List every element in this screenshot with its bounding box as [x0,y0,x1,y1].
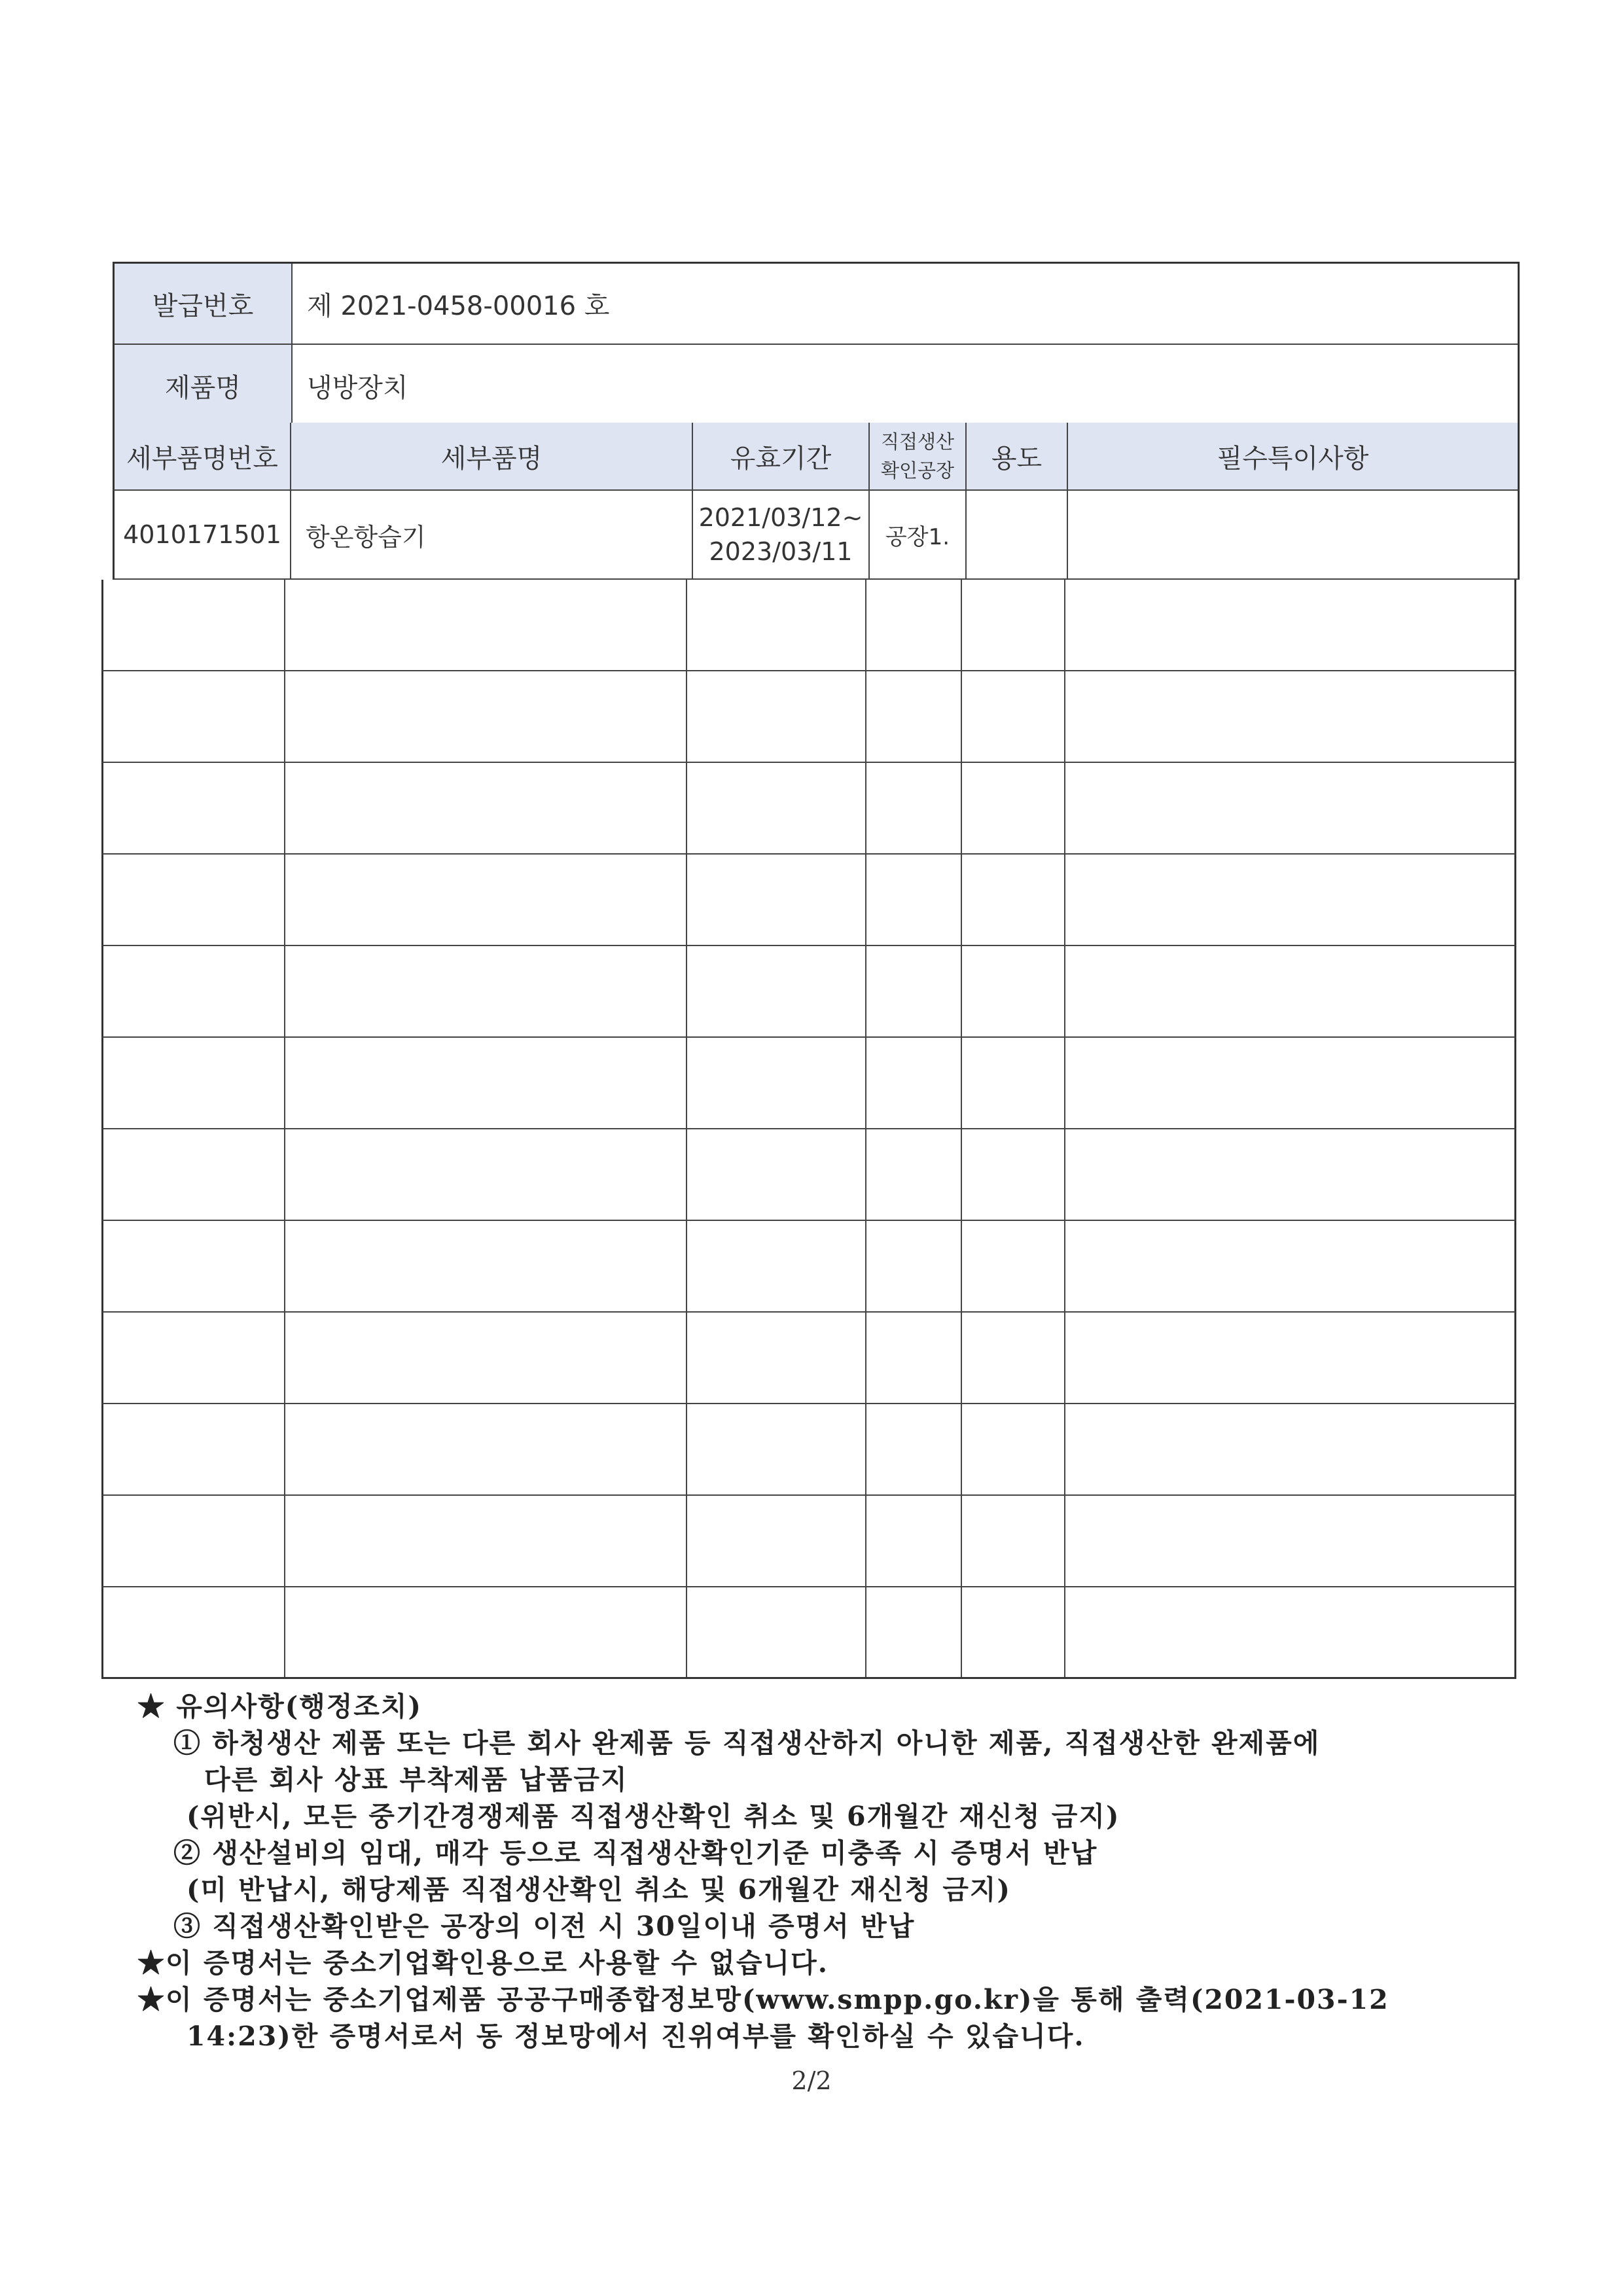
cell-detail-name: 항온항습기 [291,491,693,578]
notice-print-source-line-1: ★이 증명서는 중소기업제품 공공구매종합정보망(www.smpp.go.kr)을 통해 출력(2021-03-12 [137,1984,1389,2015]
page-number: 2/2 [791,2066,832,2095]
column-factory [870,423,967,489]
empty-row [101,946,1516,1038]
empty-row [101,1313,1516,1404]
column-factory-line2: 확인공장 [880,459,955,482]
issue-number-value: 제 2021-0458-00016 호 [307,291,610,321]
notes-title: ★ 유의사항(행정조치) [137,1691,422,1722]
issue-number-label: 발급번호 [115,264,293,344]
product-name-row [115,345,1518,427]
empty-row [101,671,1516,763]
note-1-line-1: ① 하청생산 제품 또는 다른 회사 완제품 등 직접생산하지 아니한 제품, 직접생산한 완제품에 [173,1727,1321,1759]
certificate-header [113,262,1520,427]
note-1-line-2: 다른 회사 상표 부착제품 납품금지 [204,1764,628,1795]
cell-factory: 공장1. [870,491,967,578]
empty-row [101,763,1516,855]
cell-remarks [1068,491,1518,578]
column-remarks: 필수특이사항 [1217,443,1369,474]
column-detail-name: 세부품명 [291,423,693,489]
column-validity: 유효기간 [693,423,870,489]
note-2-line-2: (미 반납시, 해당제품 직접생산확인 취소 및 6개월간 재신청 금지) [187,1874,1011,1905]
cell-valid-to: 2023/03/11 [709,537,853,566]
cell-valid-from: 2021/03/12~ [698,503,863,532]
empty-row [101,855,1516,946]
issue-number-row [115,264,1518,345]
table-row [113,491,1520,580]
note-3: ③ 직접생산확인받은 공장의 이전 시 30일이내 증명서 반납 [173,1911,916,1942]
product-name-value: 냉방장치 [307,372,408,403]
empty-row [101,1038,1516,1129]
cell-usage [967,491,1068,578]
column-detail-code: 세부품명번호 [115,423,291,489]
empty-row [101,1587,1516,1679]
notice-not-for-sme: ★이 증명서는 중소기업확인용으로 사용할 수 없습니다. [137,1947,829,1979]
note-2-line-1: ② 생산설비의 임대, 매각 등으로 직접생산확인기준 미충족 시 증명서 반납 [173,1837,1098,1869]
table-header [113,423,1520,491]
notes-section [137,1688,1512,2055]
column-usage: 용도 [967,423,1068,489]
cell-validity [693,491,870,578]
notice-print-source-line-2: 14:23)한 증명서로서 동 정보망에서 진위여부를 확인하실 수 있습니다. [187,2021,1085,2052]
column-factory-line1: 직접생산 [880,431,955,453]
product-name-label: 제품명 [115,345,293,426]
note-1-line-3: (위반시, 모든 중기간경쟁제품 직접생산확인 취소 및 6개월간 재신청 금지) [187,1801,1120,1832]
empty-row [101,1221,1516,1313]
empty-row [101,1129,1516,1221]
empty-row [101,580,1516,671]
empty-row [101,1404,1516,1496]
cell-detail-code: 4010171501 [115,491,291,578]
empty-row [101,1496,1516,1587]
